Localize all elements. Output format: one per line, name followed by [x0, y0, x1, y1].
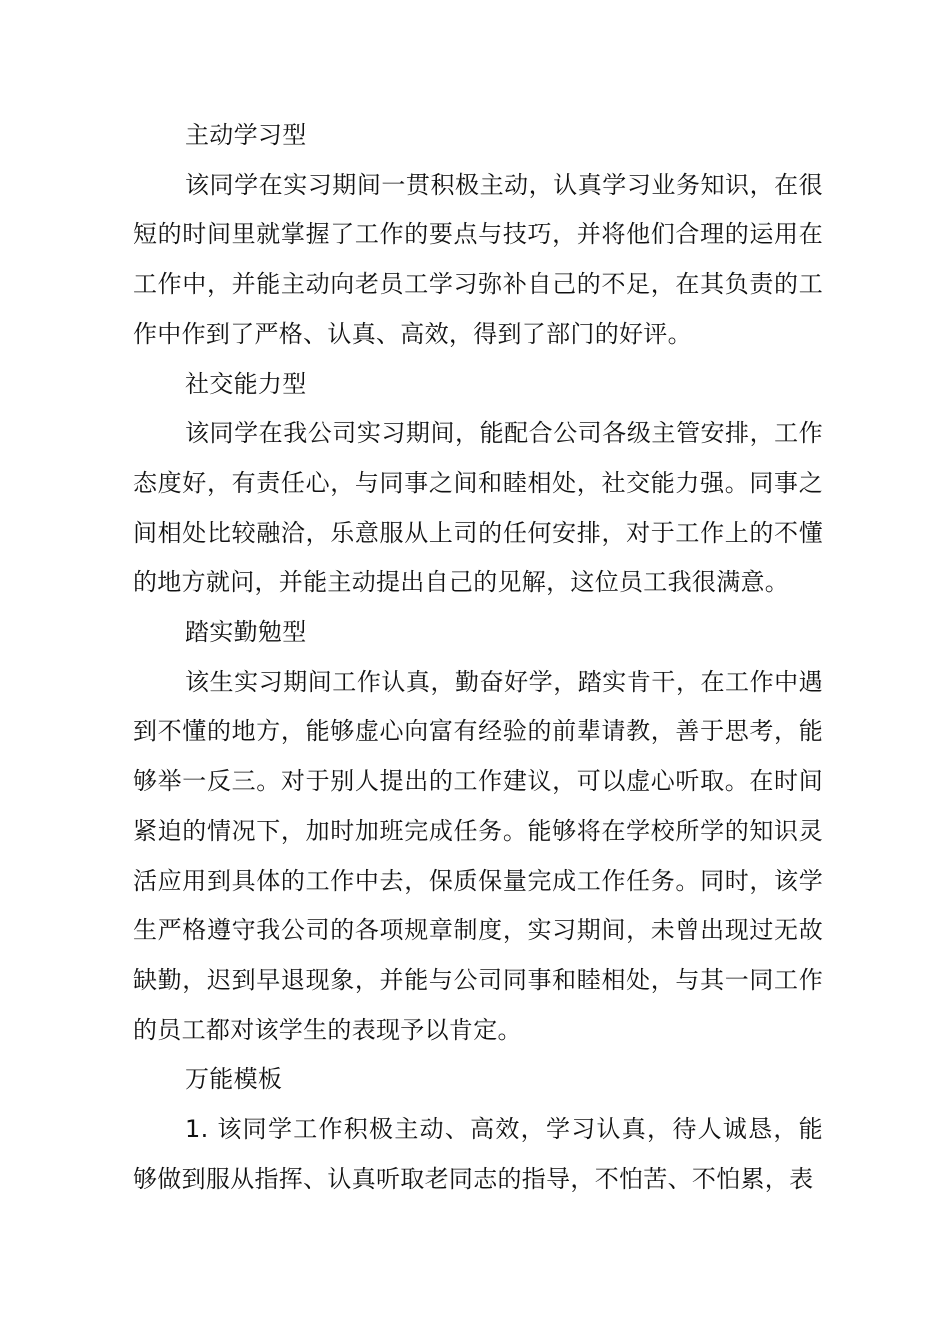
section-body-diligent: 该生实习期间工作认真，勤奋好学，踏实肯干，在工作中遇到不懂的地方，能够虚心向富有经验的前辈请教，善于思考，能够举一反三。对于别人提出的工作建议，可以虚心听取。在时间紧迫的情况下，加时加班完成任务。能够将在学校所学的知识灵活应用到具体的工作中去，保质保量完成工作任务。同时，该学生严格遵守我公司的各项规章制度，实习期间，未曾出现过无故缺勤，迟到早退现象，并能与公司同事和睦相处，与其一同工作的员工都对该学生的表现予以肯定。	[133, 667, 823, 1044]
section-body-social-ability: 该同学在我公司实习期间，能配合公司各级主管安排，工作态度好，有责任心，与同事之间和睦相处，社交能力强。同事之间相处比较融洽，乐意服从上司的任何安排，对于工作上的不懂的地方就问，并能主动提出自己的见解，这位员工我很满意。	[133, 419, 823, 597]
section-heading-diligent: 踏实勤勉型	[185, 618, 307, 647]
section-heading-universal-template: 万能模板	[185, 1065, 283, 1094]
section-heading-social-ability: 社交能力型	[185, 369, 307, 398]
section-heading-active-learning: 主动学习型	[185, 121, 307, 149]
section-body-active-learning: 该同学在实习期间一贯积极主动，认真学习业务知识，在很短的时间里就掌握了工作的要点与技巧，并将他们合理的运用在工作中，并能主动向老员工学习弥补自己的不足，在其负责的工作中作到了严格、认真、高效，得到了部门的好评。	[133, 170, 823, 348]
section-body-universal-template: 1. 该同学工作积极主动、高效，学习认真，待人诚恳，能够做到服从指挥、认真听取老同志的指导，不怕苦、不怕累，表	[133, 1115, 823, 1193]
document-content	[133, 111, 823, 1204]
